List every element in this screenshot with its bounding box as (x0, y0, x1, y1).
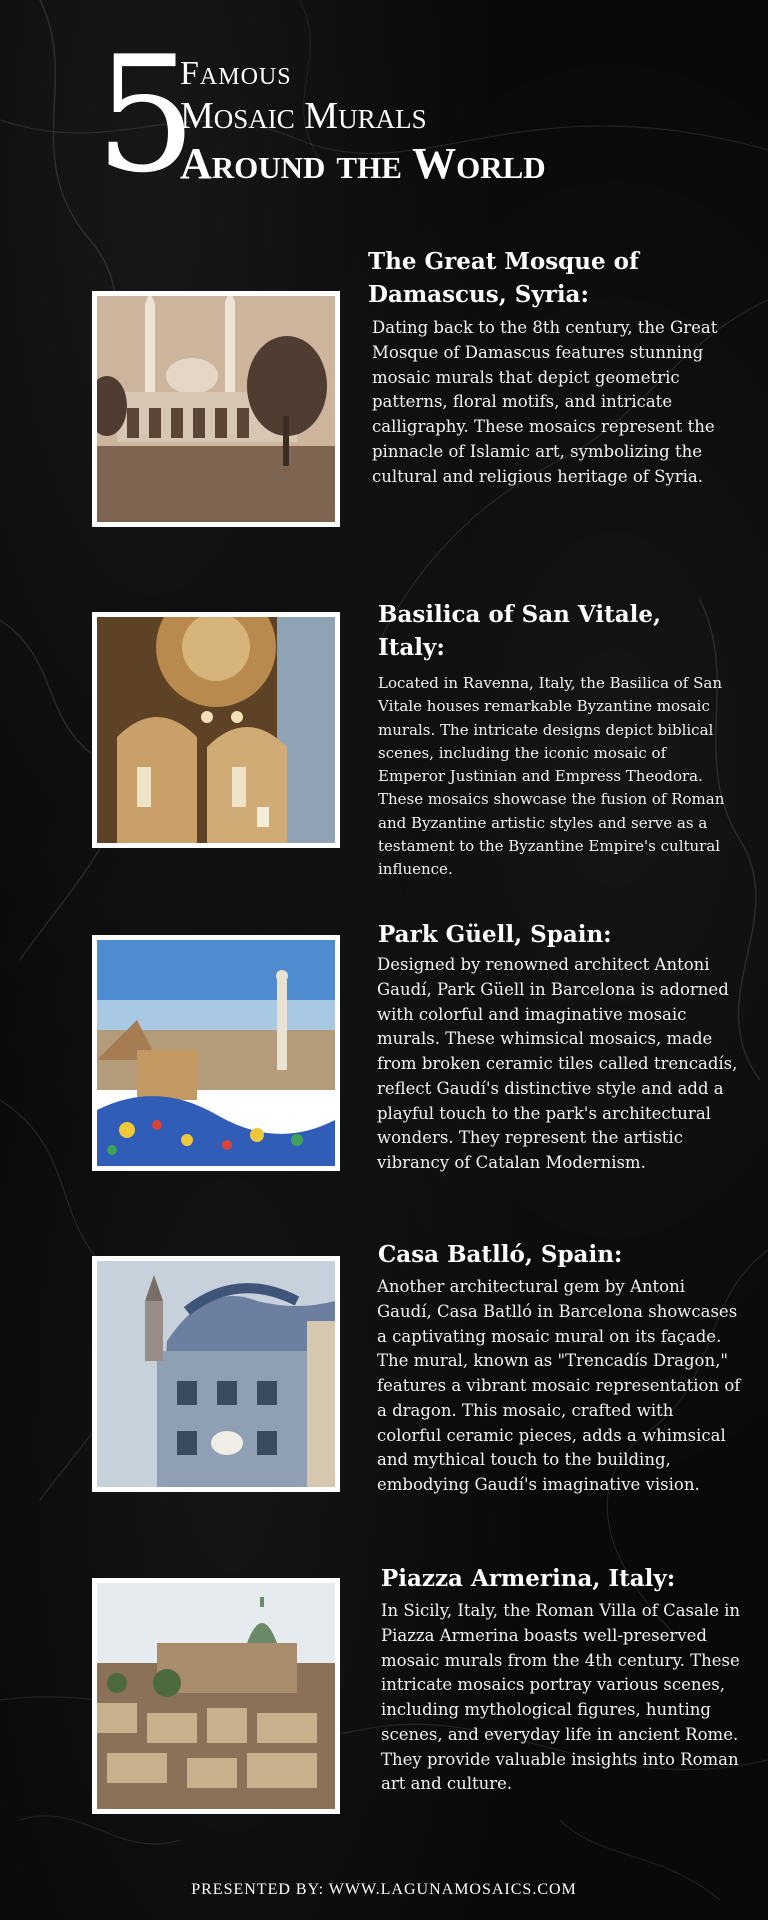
basilica-image (97, 617, 335, 843)
heading-piazza-armerina: Piazza Armerina, Italy: (381, 1565, 676, 1592)
heading-damascus: The Great Mosque of Damascus, Syria: (368, 248, 639, 309)
piazza-armerina-photo (92, 1578, 340, 1814)
body-damascus: Dating back to the 8th century, the Great Mosque of Damascus features stunning mosaic murals that depict geometric patterns, floral motifs, and intricate calligraphy. These mosaics represent the pinnacle of Islamic art, symbolizing the cultural and religious heritage of Syria. (372, 318, 718, 486)
casa-batllo-image (97, 1261, 335, 1487)
title-number: 5 (95, 21, 197, 208)
casa-batllo-photo (92, 1256, 340, 1492)
park-guell-photo (92, 935, 340, 1171)
title-line-2: Mosaic Murals (180, 95, 427, 138)
san-vitale-photo (92, 612, 340, 848)
damascus-photo (92, 291, 340, 527)
park-guell-image (97, 940, 335, 1166)
body-san-vitale: Located in Ravenna, Italy, the Basilica of San Vitale houses remarkable Byzantine mosaic murals. The intricate designs depict biblical scenes, including the iconic mosaic of Emperor Justinian and Empress Theodora. These mosaics showcase the fusion of Roman and Byzantine artistic styles and serve as a testament to the Byzantine Empire's cultural influence. (378, 674, 725, 878)
piazza-armerina-image (97, 1583, 335, 1809)
body-casa-batllo: Another architectural gem by Antoni Gaudí, Casa Batlló in Barcelona showcases a captivating mosaic mural on its façade. The mural, known as "Trencadís Dragon," features a vibrant mosaic representation of a dragon. This mosaic, crafted with colorful ceramic pieces, adds a whimsical and mythical touch to the building, embodying Gaudí's imaginative vision. (377, 1277, 741, 1494)
mosque-image (97, 296, 335, 522)
heading-casa-batllo: Casa Batlló, Spain: (378, 1241, 623, 1268)
body-piazza-armerina: In Sicily, Italy, the Roman Villa of Casale in Piazza Armerina boasts well-preserved mosaic murals from the 4th century. These intricate mosaics portray various scenes, including mythological figures, hunting scenes, and everyday life in ancient Rome. They provide valuable insights into Roman art and culture. (381, 1601, 741, 1794)
footer-credit: PRESENTED BY: WWW.LAGUNAMOSAICS.COM (191, 1881, 577, 1898)
heading-park-guell: Park Güell, Spain: (378, 921, 612, 948)
body-park-guell: Designed by renowned architect Antoni Gaudí, Park Güell in Barcelona is adorned with colorful and imaginative mosaic murals. These whimsical mosaics, made from broken ceramic tiles called trencadís, reflect Gaudí's distinctive style and add a playful touch to the park's architectural wonders. They represent the artistic vibrancy of Catalan Modernism. (377, 955, 738, 1172)
title-line-1: Famous (180, 55, 292, 92)
heading-san-vitale: Basilica of San Vitale, Italy: (378, 601, 661, 662)
title-line-3: Around the World (180, 139, 546, 189)
